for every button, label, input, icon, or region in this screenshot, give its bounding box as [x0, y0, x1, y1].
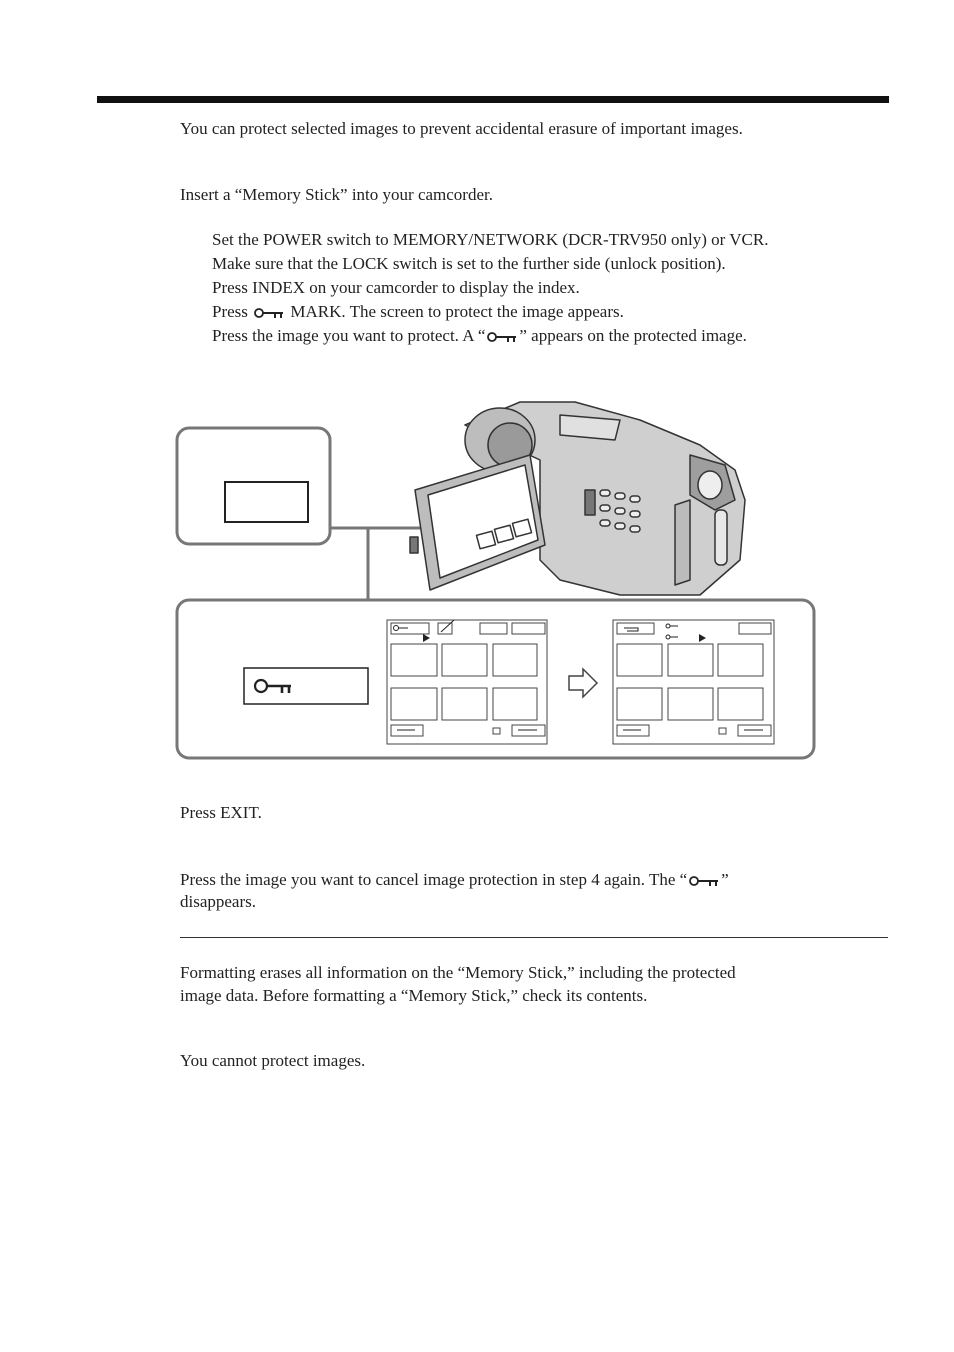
- preparation-text: Insert a “Memory Stick” into your camcorder.: [180, 185, 493, 204]
- camcorder: [410, 402, 745, 595]
- step-4-before: Press: [212, 302, 253, 321]
- intro-text: You can protect selected images to prevent accidental erasure of important images.: [180, 119, 743, 138]
- note-1-line-2: image data. Before formatting a “Memory Stick,” check its contents.: [180, 986, 648, 1005]
- header-rule: [97, 96, 889, 103]
- notes-divider: [180, 937, 888, 938]
- index-screen-before: [387, 620, 547, 744]
- cancel-before: Press the image you want to cancel image protection in step 4 again. The “: [180, 870, 688, 889]
- note-2: You cannot protect images.: [180, 1051, 366, 1070]
- cancel-line-1: [180, 868, 729, 892]
- mark-button: [244, 668, 368, 704]
- key-icon: [487, 331, 517, 343]
- cancel-line-2: disappears.: [180, 892, 257, 911]
- step-5: [212, 324, 747, 348]
- step-1: Set the POWER switch to MEMORY/NETWORK (DCR-TRV950 only) or VCR.: [212, 230, 769, 249]
- step-4: [212, 300, 624, 324]
- key-icon: [254, 307, 284, 319]
- index-button: [225, 482, 308, 522]
- step-5-after: ” appears on the protected image.: [519, 326, 747, 345]
- step-5-before: Press the image you want to protect. A “: [212, 326, 486, 345]
- cancel-after: ”: [721, 870, 729, 889]
- camcorder-illustration: [170, 388, 825, 768]
- key-icon: [689, 875, 719, 887]
- return-text: Press EXIT.: [180, 803, 262, 822]
- index-screen-after: [613, 620, 774, 744]
- note-1-line-1: Formatting erases all information on the “Memory Stick,” including the protected: [180, 963, 736, 982]
- step-2: Make sure that the LOCK switch is set to the further side (unlock position).: [212, 254, 726, 273]
- step-4-after: MARK. The screen to protect the image appears.: [286, 302, 624, 321]
- step-3: Press INDEX on your camcorder to display the index.: [212, 278, 580, 297]
